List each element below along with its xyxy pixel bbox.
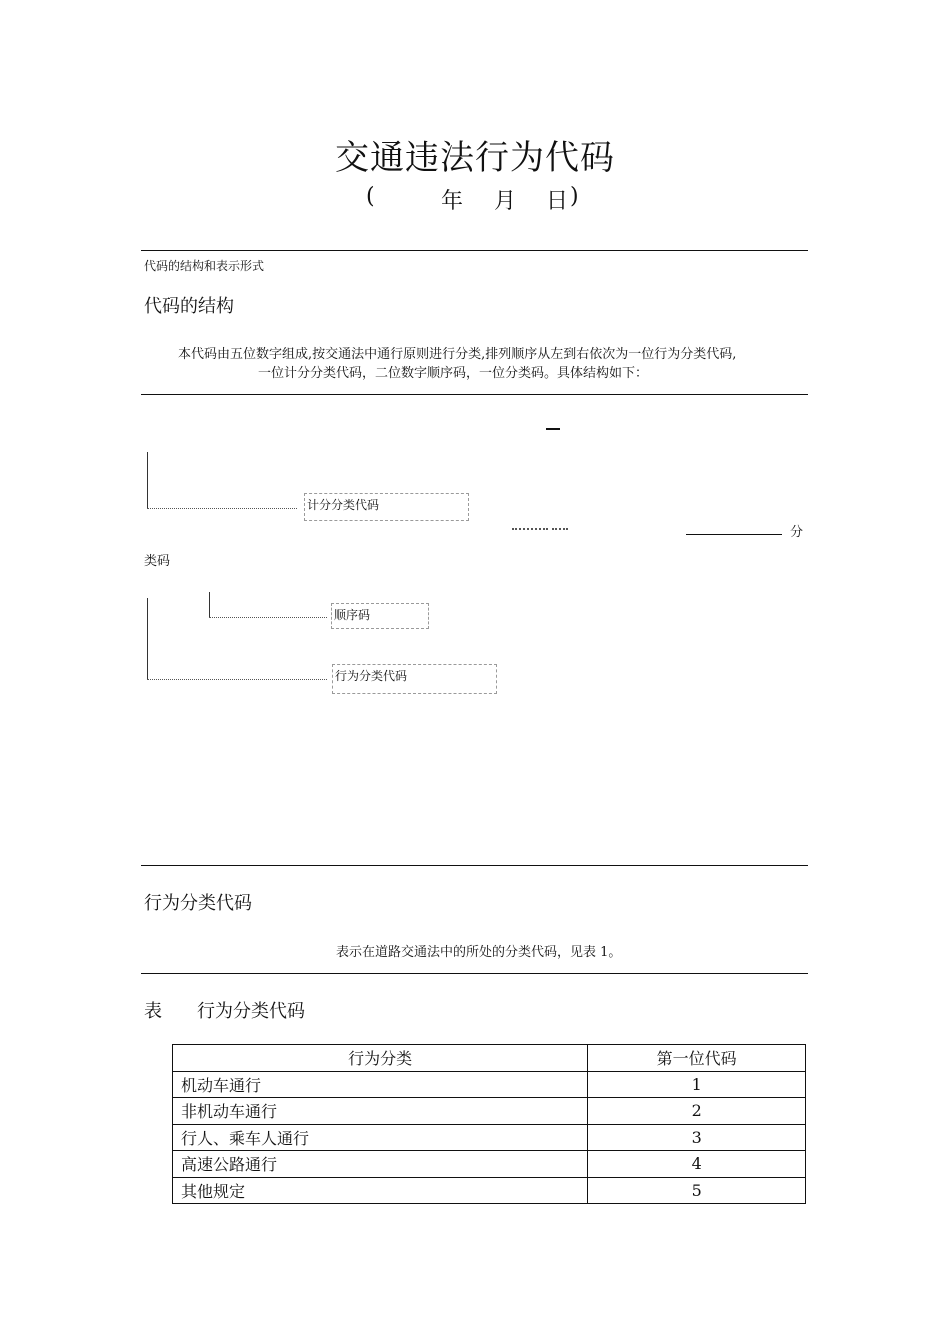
sequence-code-box: 顺序码	[331, 603, 429, 629]
connector-line	[147, 598, 148, 680]
table-row	[173, 1151, 806, 1178]
divider	[141, 394, 808, 395]
date-year: 年	[441, 189, 464, 214]
code-cell: 2	[588, 1098, 806, 1125]
table-caption-prefix: 表	[144, 1001, 162, 1022]
connector-line	[512, 528, 548, 530]
structure-paragraph-line1: 本代码由五位数字组成,按交通法中通行原则进行分类,排列顺序从左到右依次为一位行为分类代码,	[178, 347, 737, 362]
table-header-row	[173, 1045, 806, 1072]
connector-line	[209, 592, 210, 618]
divider	[141, 865, 808, 866]
document-title: 交通违法行为代码	[335, 138, 615, 178]
code-cell: 3	[588, 1124, 806, 1151]
table-row	[173, 1177, 806, 1204]
behavior-cell: 非机动车通行	[173, 1098, 588, 1125]
structure-heading: 代码的结构	[144, 296, 234, 317]
code-cell: 4	[588, 1151, 806, 1178]
behavior-paragraph: 表示在道路交通法中的所处的分类代码，见表 1。	[336, 945, 622, 960]
behavior-heading: 行为分类代码	[144, 893, 252, 914]
divider	[141, 973, 808, 974]
connector-line	[686, 534, 782, 535]
behavior-cell: 行人、乘车人通行	[173, 1124, 588, 1151]
behavior-cell: 机动车通行	[173, 1071, 588, 1098]
structure-paragraph-line2: 一位计分分类代码，二位数字顺序码，一位分类码。具体结构如下：	[258, 366, 649, 381]
date-month: 月	[494, 189, 517, 214]
code-cell: 5	[588, 1177, 806, 1204]
connector-line	[147, 508, 297, 509]
header-first-digit-code: 第一位代码	[588, 1045, 806, 1072]
date-close-paren: )	[570, 184, 579, 209]
diagram-tail-char: 分	[790, 525, 804, 540]
table-row	[173, 1124, 806, 1151]
table-row	[173, 1071, 806, 1098]
section-label: 代码的结构和表示形式	[144, 259, 265, 273]
connector-line	[147, 679, 327, 680]
code-cell: 1	[588, 1071, 806, 1098]
behavior-cell: 其他规定	[173, 1177, 588, 1204]
connector-line	[147, 452, 148, 509]
diagram-wrap-text: 类码	[144, 554, 171, 569]
connector-line	[209, 617, 327, 618]
behavior-code-table	[172, 1044, 806, 1204]
behavior-category-code-box: 行为分类代码	[332, 664, 497, 694]
score-category-code-box: 计分分类代码	[304, 493, 469, 521]
date-open-paren: (	[366, 184, 375, 209]
diagram-dash-mark	[546, 428, 560, 430]
behavior-cell: 高速公路通行	[173, 1151, 588, 1178]
date-day: 日	[546, 189, 569, 214]
header-behavior-category: 行为分类	[173, 1045, 588, 1072]
table-row	[173, 1098, 806, 1125]
connector-line	[552, 528, 568, 530]
table-caption: 行为分类代码	[197, 1001, 305, 1022]
divider	[141, 250, 808, 251]
